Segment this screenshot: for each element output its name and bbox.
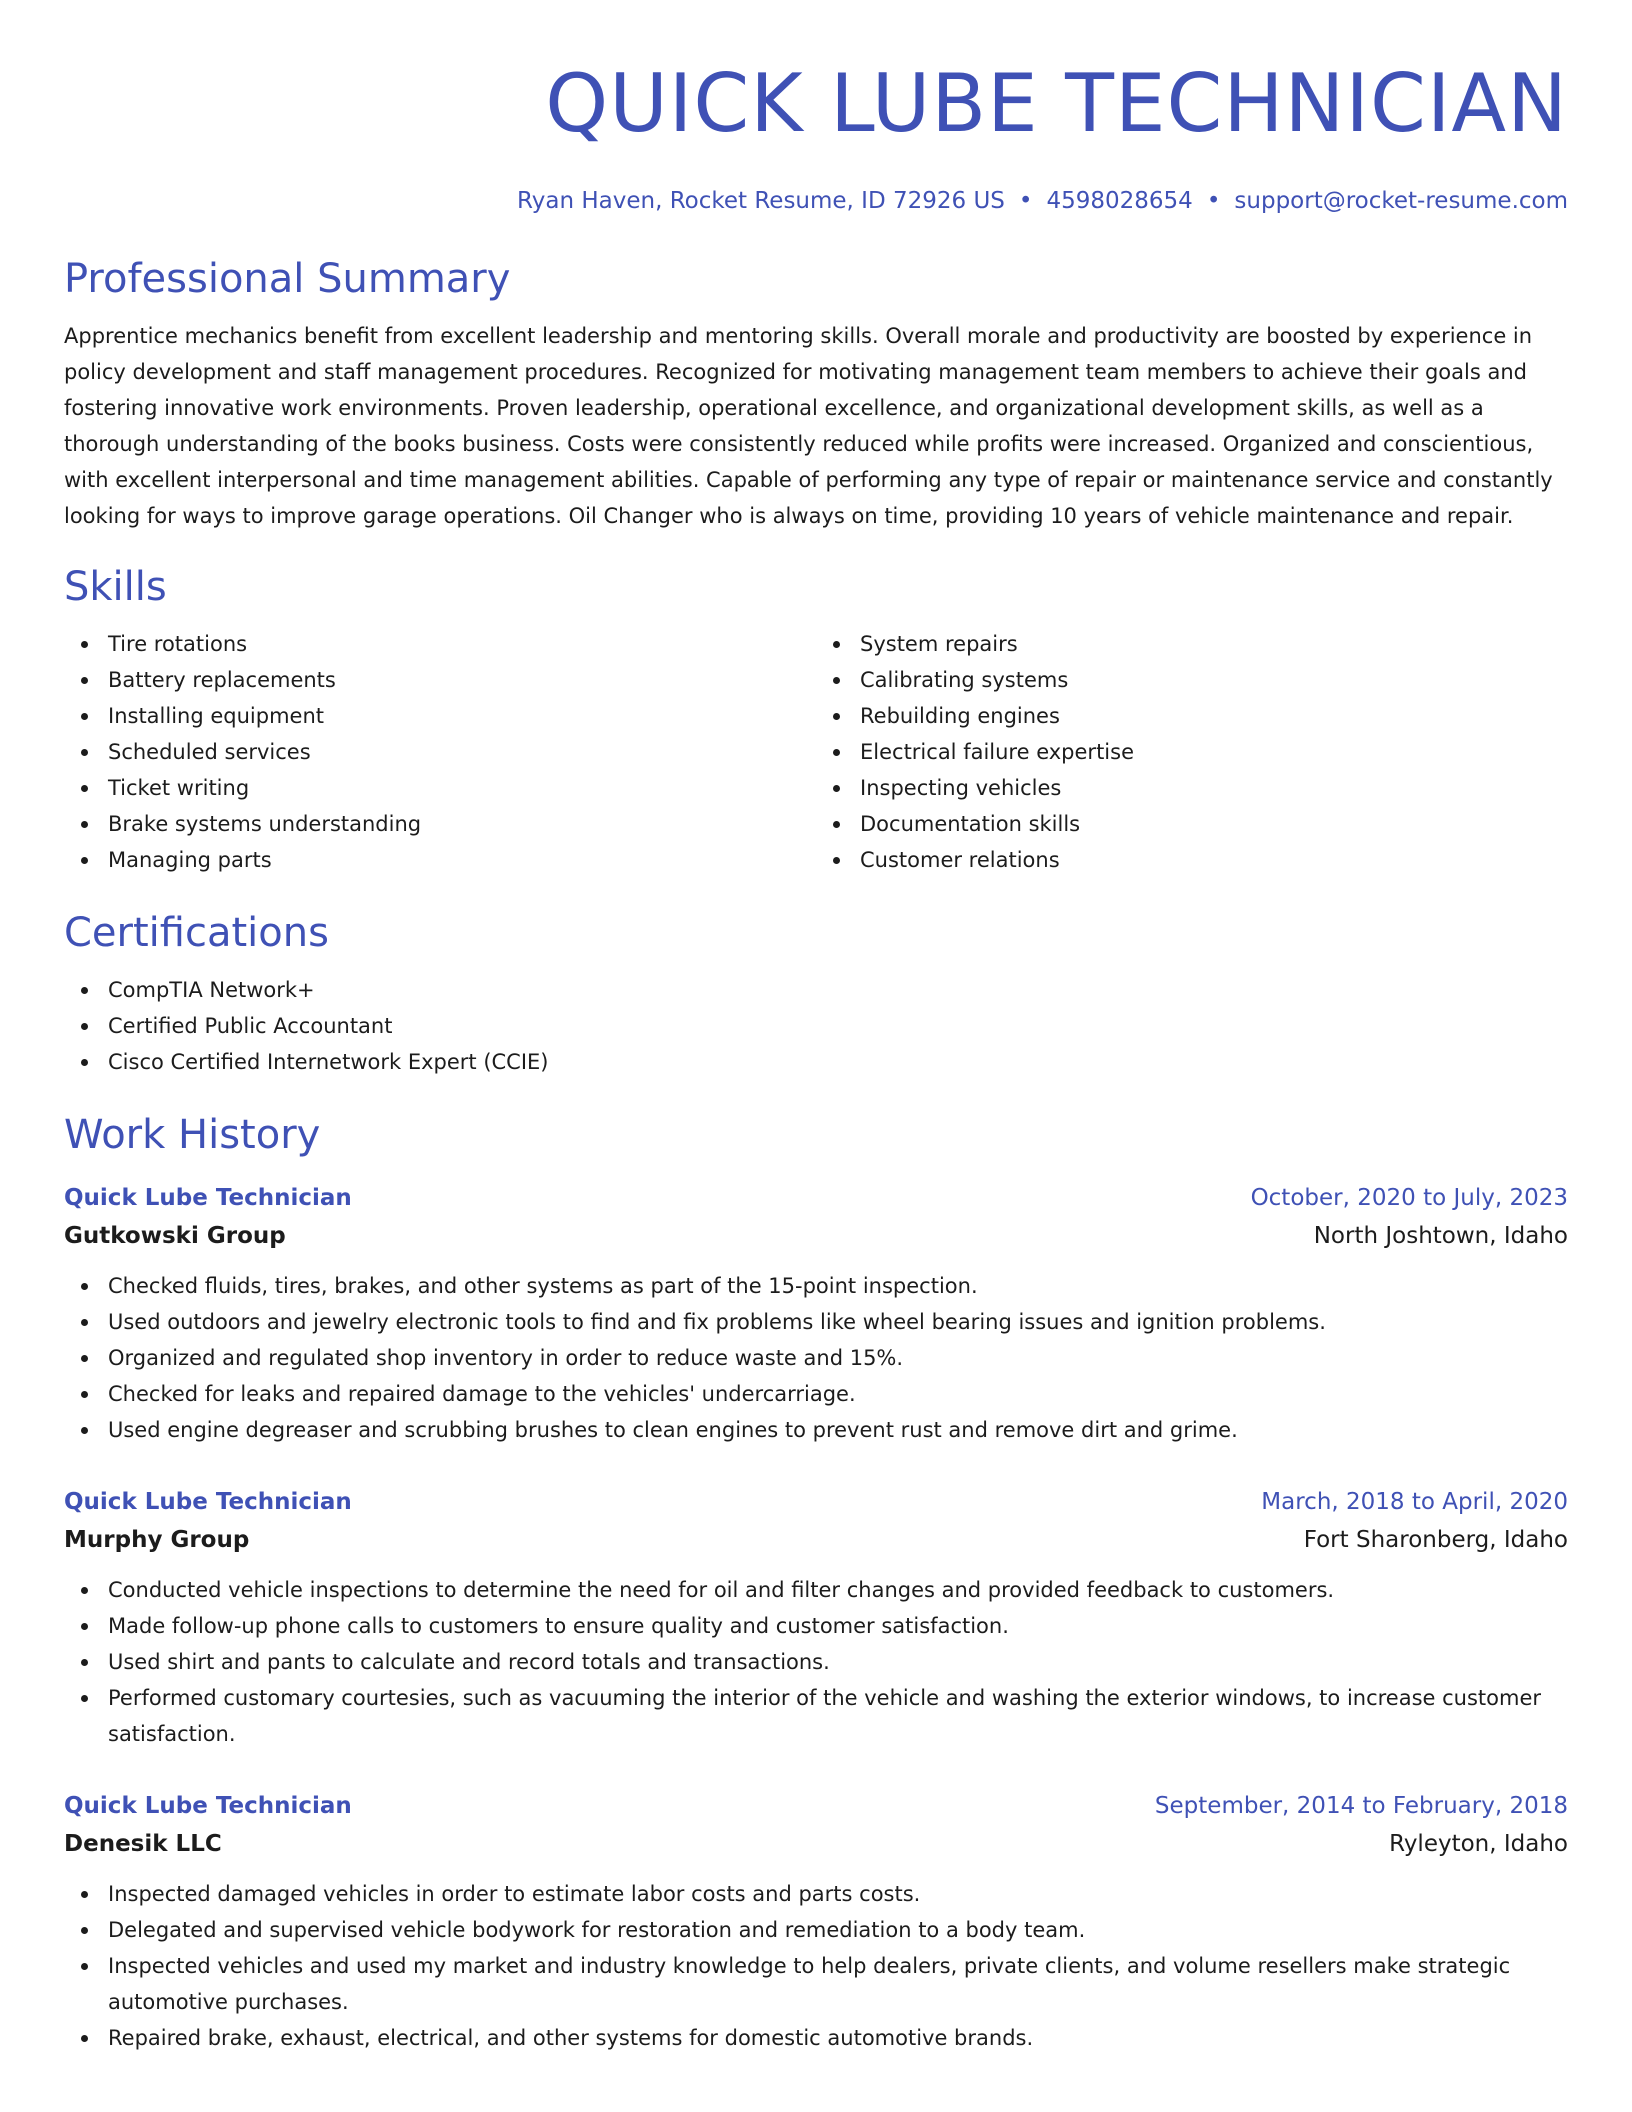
job-duty-item: Used shirt and pants to calculate and record totals and transactions. bbox=[64, 1644, 1568, 1680]
skill-item: Inspecting vehicles bbox=[816, 770, 1568, 806]
job-company-row bbox=[64, 1824, 1568, 1864]
skill-item: Electrical failure expertise bbox=[816, 734, 1568, 770]
skill-item: Documentation skills bbox=[816, 806, 1568, 842]
skill-item: Installing equipment bbox=[64, 698, 816, 734]
job-location: Ryleyton, Idaho bbox=[1389, 1831, 1568, 1857]
contact-phone: 4598028654 bbox=[1046, 188, 1193, 214]
job-duty-item: Checked for leaks and repaired damage to the vehicles' undercarriage. bbox=[64, 1376, 1568, 1412]
job-duty-item: Repaired brake, exhaust, electrical, and other systems for domestic automotive brands. bbox=[64, 2020, 1568, 2056]
skills-columns bbox=[64, 626, 1568, 878]
skill-item: Customer relations bbox=[816, 842, 1568, 878]
skills-section bbox=[64, 562, 1568, 878]
job-location: Fort Sharonberg, Idaho bbox=[1303, 1527, 1568, 1553]
skill-item: System repairs bbox=[816, 626, 1568, 662]
job-company-row bbox=[64, 1520, 1568, 1560]
contact-separator: • bbox=[1018, 188, 1033, 214]
resume-title: QUICK LUBE TECHNICIAN bbox=[545, 57, 1568, 150]
job-duties-list bbox=[64, 1876, 1568, 2056]
skill-item: Battery replacements bbox=[64, 662, 816, 698]
job-duty-item: Used outdoors and jewelry electronic tools to find and fix problems like wheel bearing issues and ignition problems. bbox=[64, 1304, 1568, 1340]
job-header-row bbox=[64, 1484, 1568, 1520]
contact-email: support@rocket-resume.com bbox=[1234, 188, 1568, 214]
skill-item: Rebuilding engines bbox=[816, 698, 1568, 734]
job-company: Denesik LLC bbox=[64, 1831, 222, 1857]
job-location: North Joshtown, Idaho bbox=[1313, 1223, 1568, 1249]
certification-item: Certified Public Accountant bbox=[64, 1008, 1568, 1044]
professional-summary-section bbox=[64, 254, 1568, 534]
contact-separator: • bbox=[1206, 188, 1221, 214]
skill-item: Brake systems understanding bbox=[64, 806, 816, 842]
job-duties-list bbox=[64, 1572, 1568, 1752]
job-title: Quick Lube Technician bbox=[64, 1185, 352, 1211]
job-duty-item: Made follow-up phone calls to customers to ensure quality and customer satisfaction. bbox=[64, 1608, 1568, 1644]
skills-list-right bbox=[816, 626, 1568, 878]
job-company: Murphy Group bbox=[64, 1527, 250, 1553]
job-duty-item: Inspected vehicles and used my market and industry knowledge to help dealers, private clients, and volume resellers make strategic automotive purchases. bbox=[64, 1948, 1568, 2020]
summary-text: Apprentice mechanics benefit from excellent leadership and mentoring skills. Overall morale and productivity are boosted by experience in policy development and staff management procedures. Recognized for motivating management team members to achieve their goals and fostering innovative work environments. Proven leadership, operational excellence, and organizational development skills, as well as a thorough understanding of the books business. Costs were consistently reduced while profits were increased. Organized and conscientious, with excellent interpersonal and time management abilities. Capable of performing any type of repair or maintenance service and constantly looking for ways to improve garage operations. Oil Changer who is always on time, providing 10 years of vehicle maintenance and repair. bbox=[64, 324, 1553, 528]
job-header-row bbox=[64, 1788, 1568, 1824]
job-dates: September, 2014 to February, 2018 bbox=[1154, 1793, 1568, 1819]
work-history-section bbox=[64, 1110, 1568, 2056]
contact-address: Ryan Haven, Rocket Resume, ID 72926 US bbox=[517, 188, 1005, 214]
job-duty-item: Inspected damaged vehicles in order to estimate labor costs and parts costs. bbox=[64, 1876, 1568, 1912]
job-title: Quick Lube Technician bbox=[64, 1793, 352, 1819]
section-heading: Work History bbox=[64, 1112, 321, 1158]
job-duty-item: Conducted vehicle inspections to determine the need for oil and filter changes and provided feedback to customers. bbox=[64, 1572, 1568, 1608]
resume-header bbox=[64, 56, 1568, 216]
certification-item: Cisco Certified Internetwork Expert (CCIE) bbox=[64, 1044, 1568, 1080]
certification-item: CompTIA Network+ bbox=[64, 972, 1568, 1008]
section-heading: Skills bbox=[64, 564, 167, 610]
skill-item: Calibrating systems bbox=[816, 662, 1568, 698]
skill-item: Ticket writing bbox=[64, 770, 816, 806]
skills-list-left bbox=[64, 626, 816, 878]
job-entry bbox=[64, 1788, 1568, 2056]
job-company-row bbox=[64, 1216, 1568, 1256]
job-duties-list bbox=[64, 1268, 1568, 1448]
job-duty-item: Checked fluids, tires, brakes, and other systems as part of the 15-point inspection. bbox=[64, 1268, 1568, 1304]
job-duty-item: Organized and regulated shop inventory in order to reduce waste and 15%. bbox=[64, 1340, 1568, 1376]
job-entry bbox=[64, 1180, 1568, 1448]
job-title: Quick Lube Technician bbox=[64, 1489, 352, 1515]
certifications-section bbox=[64, 908, 1568, 1080]
job-company: Gutkowski Group bbox=[64, 1223, 286, 1249]
job-dates: October, 2020 to July, 2023 bbox=[1250, 1185, 1568, 1211]
skill-item: Tire rotations bbox=[64, 626, 816, 662]
contact-line bbox=[64, 186, 1568, 216]
job-duty-item: Used engine degreaser and scrubbing brushes to clean engines to prevent rust and remove dirt and grime. bbox=[64, 1412, 1568, 1448]
job-duty-item: Performed customary courtesies, such as vacuuming the interior of the vehicle and washing the exterior windows, to increase customer satisfaction. bbox=[64, 1680, 1568, 1752]
section-heading: Professional Summary bbox=[64, 256, 511, 302]
certifications-list bbox=[64, 972, 1568, 1080]
job-duty-item: Delegated and supervised vehicle bodywork for restoration and remediation to a body team. bbox=[64, 1912, 1568, 1948]
skill-item: Scheduled services bbox=[64, 734, 816, 770]
skill-item: Managing parts bbox=[64, 842, 816, 878]
job-entry bbox=[64, 1484, 1568, 1752]
job-dates: March, 2018 to April, 2020 bbox=[1261, 1489, 1568, 1515]
section-heading: Certifications bbox=[64, 910, 329, 956]
job-header-row bbox=[64, 1180, 1568, 1216]
